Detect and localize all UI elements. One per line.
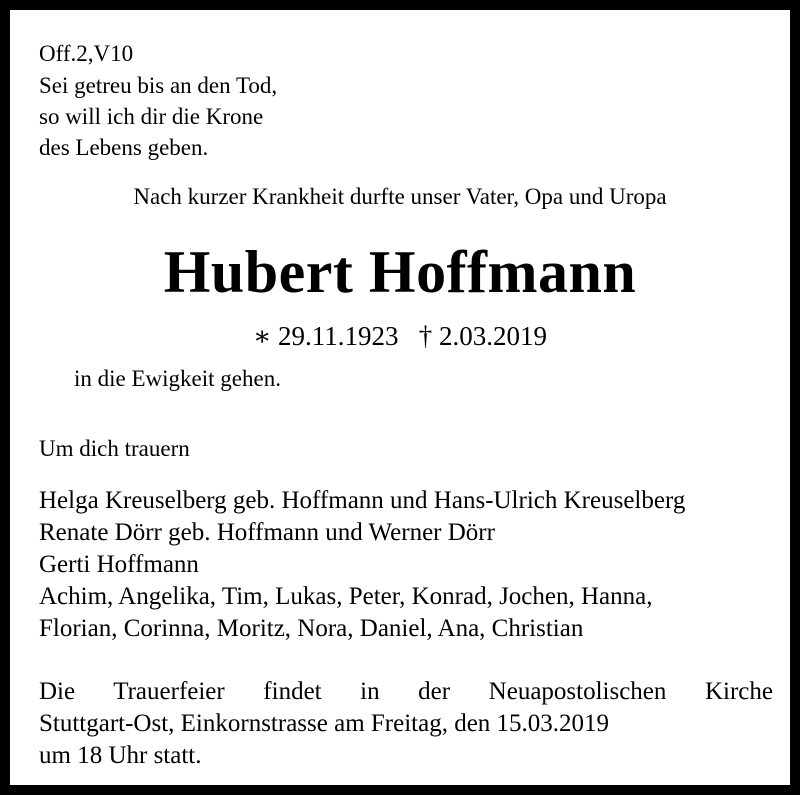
verse-line: Sei getreu bis an den Tod, (39, 73, 278, 98)
mourner-line: Achim, Angelika, Tim, Lukas, Peter, Konrad, Jochen, Hanna, (39, 583, 653, 610)
verse-line: des Lebens geben. (39, 135, 209, 160)
outro-text: in die Ewigkeit gehen. (74, 366, 281, 391)
mourner-line: Renate Dörr geb. Hoffmann und Werner Dörr (39, 519, 495, 546)
mourner-line: Helga Kreuselberg geb. Hoffmann und Hans-Ulrich Kreuselberg (39, 487, 686, 514)
mourners-heading: Um dich trauern (39, 436, 190, 461)
life-dates (10, 321, 790, 352)
funeral-line: um 18 Uhr statt. (39, 742, 202, 769)
birth-date: 29.11.1923 (278, 321, 399, 351)
bible-reference: Off.2,V10 (39, 41, 134, 66)
deceased-name: Hubert Hoffmann (163, 239, 637, 305)
mourner-line: Gerti Hoffmann (39, 551, 199, 578)
intro-text: Nach kurzer Krankheit durfte unser Vater, Opa und Uropa (133, 184, 667, 209)
death-cross-icon: † (418, 321, 433, 351)
funeral-line: Die Trauerfeier findet in der Neuapostolischen Kirche (39, 678, 773, 705)
verse-line: so will ich dir die Krone (39, 104, 264, 129)
funeral-line: Stuttgart-Ost, Einkornstrasse am Freitag, den 15.03.2019 (39, 710, 610, 737)
death-date: 2.03.2019 (439, 321, 548, 351)
mourner-line: Florian, Corinna, Moritz, Nora, Daniel, Ana, Christian (39, 615, 584, 642)
birth-star-icon: ∗ (252, 321, 272, 351)
